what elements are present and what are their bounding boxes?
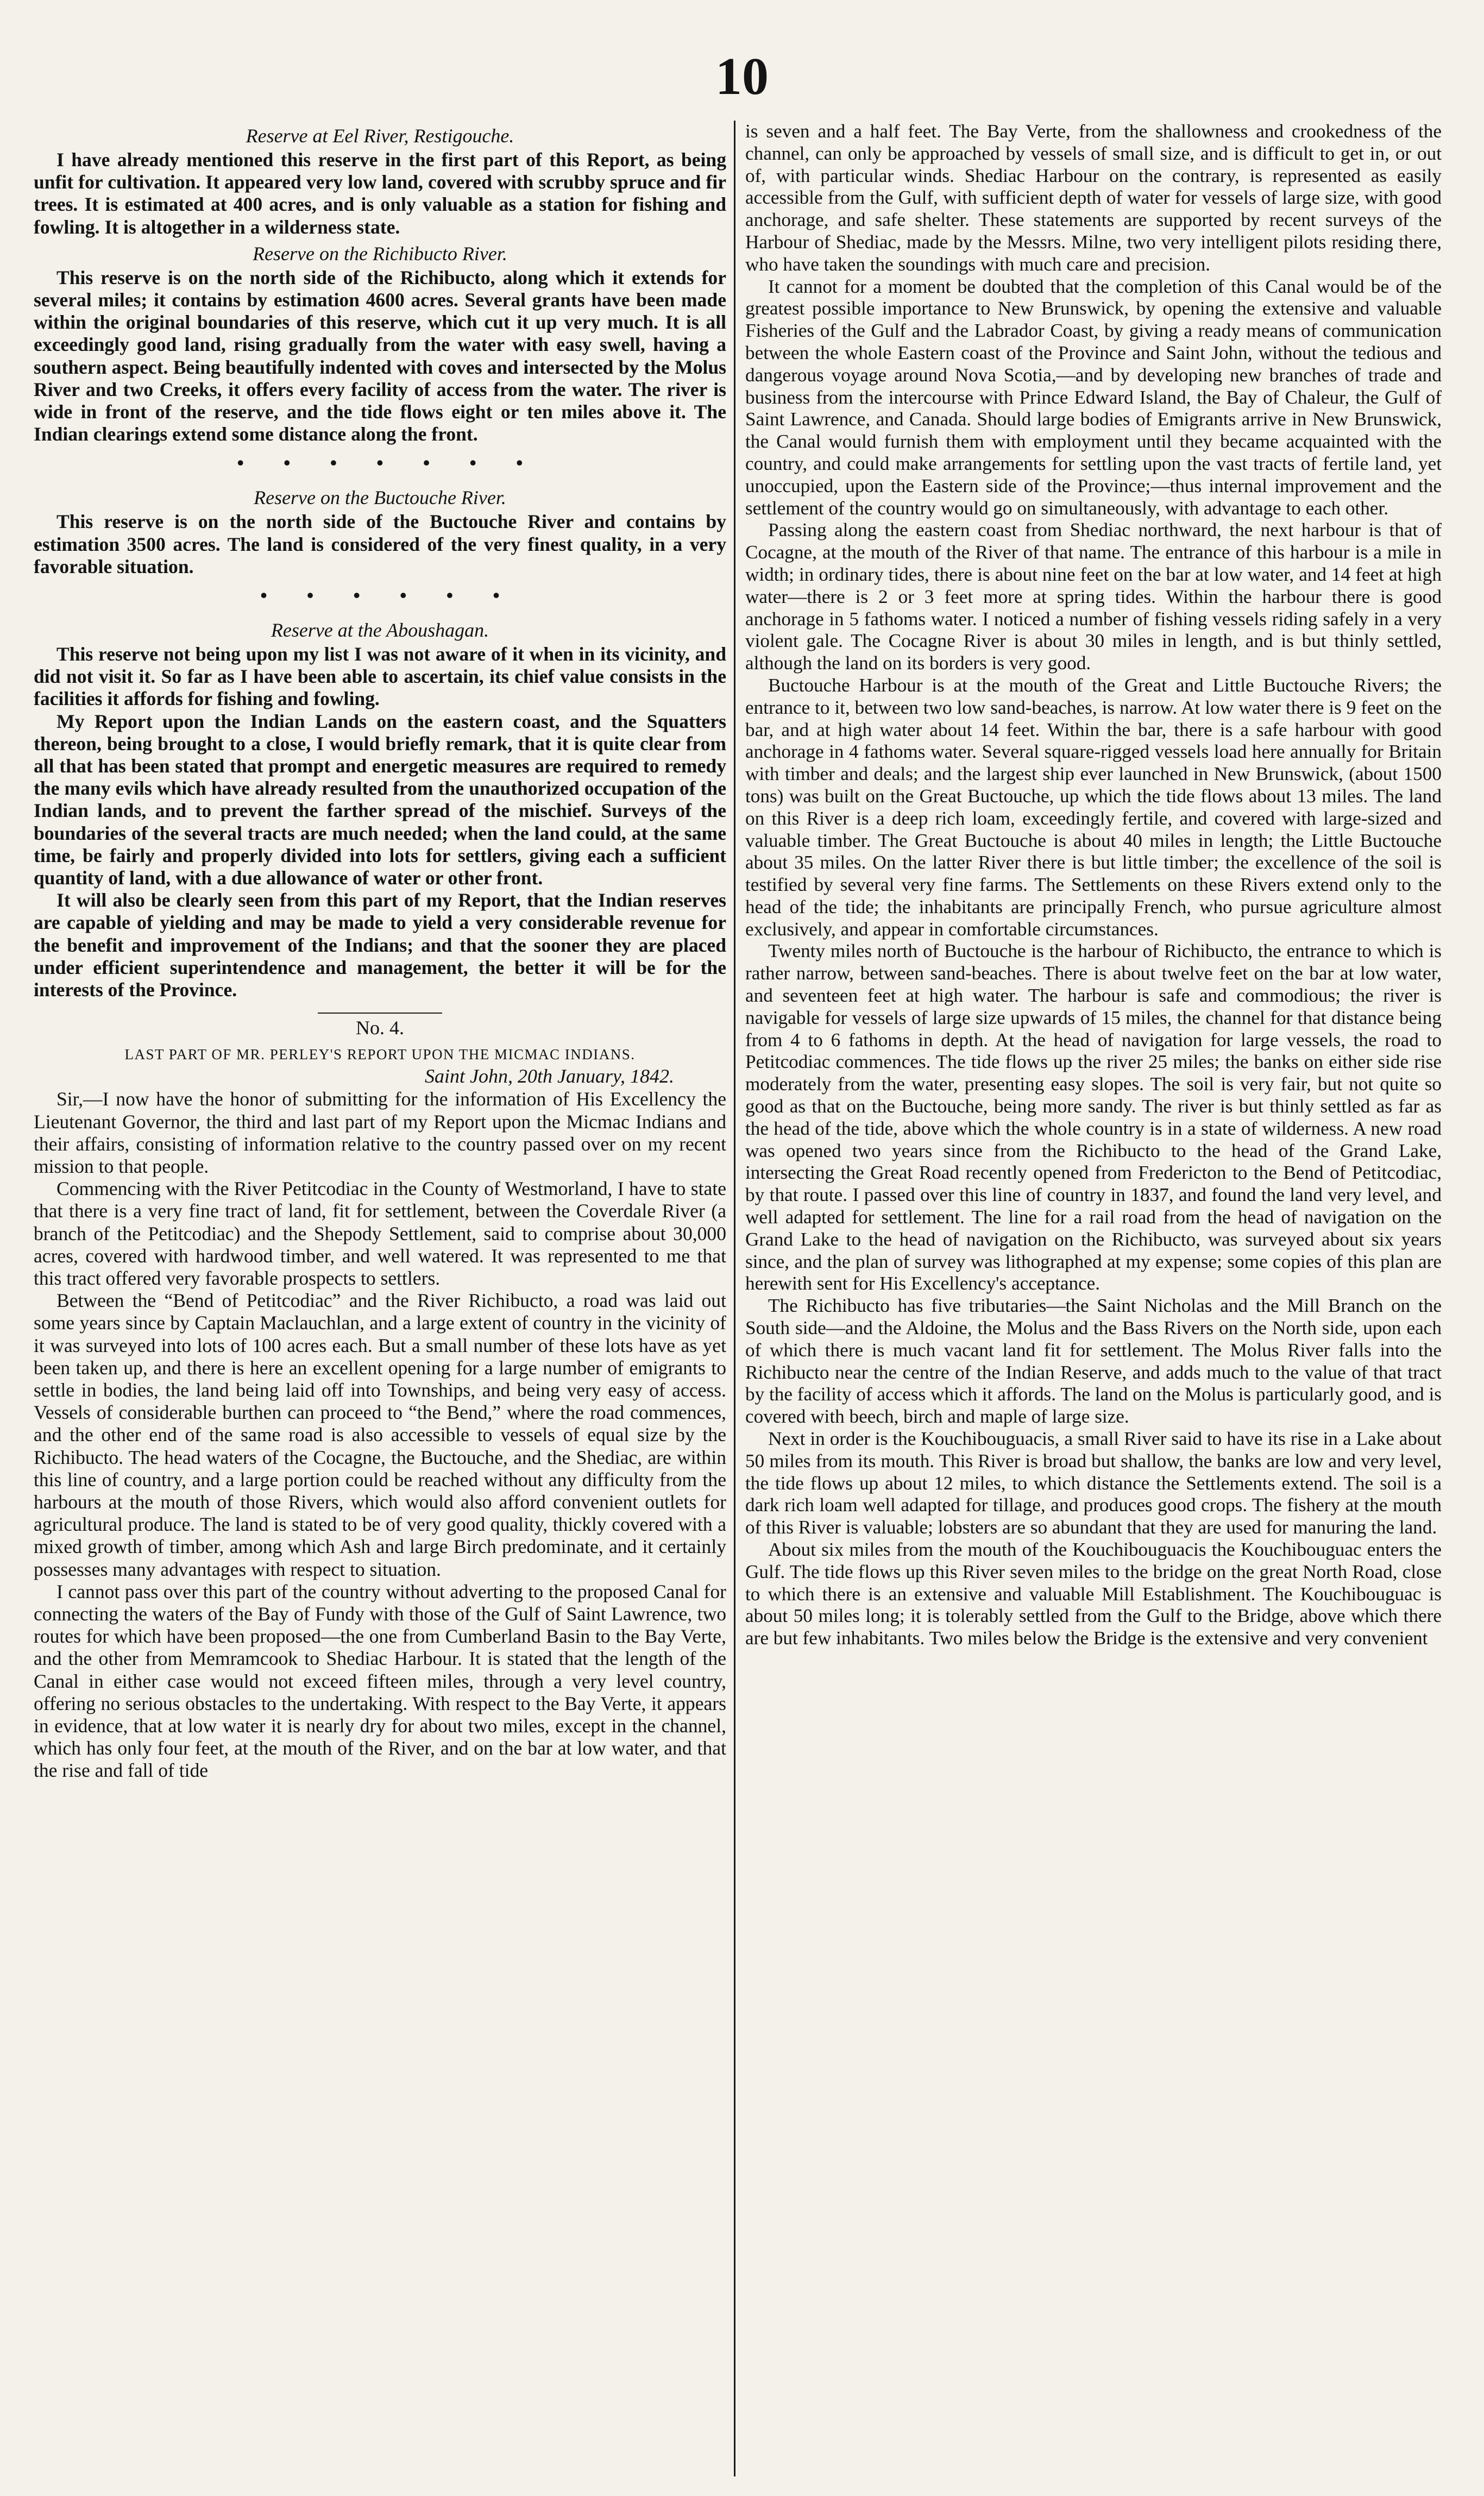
dateline: Saint John, 20th January, 1842. xyxy=(425,1065,674,1087)
section-heading-eel-river: Reserve at Eel River, Restigouche. xyxy=(246,125,514,147)
ornament-divider: • • • • • • xyxy=(260,584,500,607)
paragraph: Sir,—I now have the honor of submitting for the information of His Excellency the Lieutenant Governor, the third and last part of my Report upon the Micmac Indians and their affairs, consisting of information relative to the country passed over on my recent mission to that people. xyxy=(34,1088,726,1177)
paragraph: This reserve is on the north side of the Richibucto, along which it extends for several miles; it contains by estimation 4600 acres. Several grants have been made within the original boundaries of this reserve, which cut it up very much. It is all exceedingly good land, rising gradually from the water with easy swell, having a southern aspect. Being beautifully indented with coves and intersected by the Molus River and two Creeks, it offers every facility of access from the water. The river is wide in front of the reserve, and the tide flows eight or ten miles above it. The Indian clearings extend some distance along the front. xyxy=(34,266,726,445)
paragraph: Buctouche Harbour is at the mouth of the Great and Little Buctouche Rivers; the entrance to it, between two low sand-beaches, is narrow. At low water there is 9 feet on the bar, and at high water about 14 feet. Within the bar, there is a safe harbour with good anchorage in 4 fathoms water. Several square-rigged vessels load here annually for Britain with timber and deals; and the largest ship ever launched in New Brunswick, (about 1500 tons) was built on the Great Buctouche, up which the tide flows about 13 miles. The land on this River is a deep rich loam, exceedingly fertile, and covered with large-sized and valuable timber. The Great Buctouche is about 40 miles in length; the Little Buctouche about 35 miles. On the latter River there is but little timber; the excellence of the soil is testified by several very fine farms. The Settlements on these Rivers extend only to the head of the tide; the inhabitants are principally French, who pursue agriculture almost exclusively, and appear in comfortable circumstances. xyxy=(745,674,1442,940)
paragraph: It will also be clearly seen from this part of my Report, that the Indian reserves are capable of yielding and may be made to yield a very considerable revenue for the benefit and improvement of the Indians; and that the sooner they are placed under efficient superintendence and management, the better it will be for the interests of the Province. xyxy=(34,889,726,1001)
section-heading-aboushagan: Reserve at the Aboushagan. xyxy=(271,619,489,642)
section-heading-richibucto: Reserve on the Richibucto River. xyxy=(253,242,507,265)
document-number-heading xyxy=(34,1016,726,1039)
paragraph: I have already mentioned this reserve in the first part of this Report, as being unfit for cultivation. It appeared very low land, covered with scrubby spruce and fir trees. It is estimated at 400 acres, and is only valuable as a station for fishing and fowling. It is altogether in a wilderness state. xyxy=(34,149,726,238)
paragraph: Between the “Bend of Petitcodiac” and the River Richibucto, a road was laid out some years since by Captain Maclauchlan, and a large extent of country in the vicinity of it was surveyed into lots of 100 acres each. But a small number of these lots have as yet been taken up, and there is here an excellent opening for a large number of emigrants to settle in bodies, the land being laid off into Townships, and being very easy of access. Vessels of considerable burthen can proceed to “the Bend,” where the road commences, and the other end of the same road is also accessible to vessels of equal size by the Richibucto. The head waters of the Cocagne, the Buctouche, and the Shediac, are within this line of country, and a large portion could be reached without any difficulty from the harbours at the mouth of those Rivers, which would also afford convenient outlets for agricultural produce. The land is stated to be of very good quality, thickly covered with a mixed growth of timber, among which Ash and large Birch predominate, and it certainly possesses many advantages with respect to situation. xyxy=(34,1290,726,1580)
page-number: 10 xyxy=(715,47,769,106)
paragraph: is seven and a half feet. The Bay Verte, from the shallowness and crookedness of the channel, can only be approached by vessels of small size, and is difficult to get in, or out of, with particular winds. Shediac Harbour on the contrary, is represented as easily accessible from the Gulf, with sufficient depth of water for vessels of large size, with good anchorage, and safe shelter. These statements are supported by recent surveys of the Harbour of Shediac, made by the Messrs. Milne, two very intelligent pilots residing there, who have taken the soundings with much care and precision. xyxy=(745,121,1442,275)
paragraph: Passing along the eastern coast from Shediac northward, the next harbour is that of Cocagne, at the mouth of the River of that name. The entrance of this harbour is a mile in width; in ordinary tides, there is about nine feet on the bar at low water, and 14 feet at high water—there is 2 or 3 feet more at spring tides. Within the harbour there is good anchorage in 5 fathoms water. I noticed a number of fishing vessels riding safely in a very violent gale. The Cocagne River is about 30 miles in length, and is but thinly settled, although the land on its borders is very good. xyxy=(745,519,1442,674)
section-heading-buctouche: Reserve on the Buctouche River. xyxy=(254,487,506,509)
paragraph: My Report upon the Indian Lands on the eastern coast, and the Squatters thereon, being brought to a close, I would briefly remark, that it is quite clear from all that has been stated that prompt and energetic measures are required to remedy the many evils which have already resulted from the unauthorized occupation of the Indian lands, and to prevent the farther spread of the mischief. Surveys of the boundaries of the several tracts are much needed; when the land could, at the same time, be fairly and properly divided into lots for settlers, giving each a sufficient quantity of land, with a due allowance of water or other front. xyxy=(34,710,726,889)
paragraph: About six miles from the mouth of the Kouchibouguacis the Kouchibouguac enters the Gulf. The tide flows up this River seven miles to the bridge on the great North Road, close to which there is an extensive and valuable Mill Establishment. The Kouchibouguac is about 50 miles long; it is tolerably settled from the Gulf to the Bridge, above which there are but few inhabitants. Two miles below the Bridge is the extensive and very convenient xyxy=(745,1539,1442,1649)
paragraph: Commencing with the River Petitcodiac in the County of Westmorland, I have to state that there is a very fine tract of land, fit for settlement, between the Coverdale River (a branch of the Petitcodiac) and the Shepody Settlement, said to comprise about 30,000 acres, covered with hardwood timber, and well watered. It was represented to me that this tract offered very favorable prospects to settlers. xyxy=(34,1178,726,1289)
paragraph: I cannot pass over this part of the country without adverting to the proposed Canal for connecting the waters of the Bay of Fundy with those of the Gulf of Saint Lawrence, two routes for which have been proposed—the one from Cumberland Basin to the Bay Verte, and the other from Memramcook to Shediac Harbour. It is stated that the length of the Canal in either case would not exceed fifteen miles, through a very level country, offering no serious obstacles to the undertaking. With respect to the Bay Verte, it appears in evidence, that at low water it is nearly dry for about two miles, except in the channel, which has only four feet, at the mouth of the River, and on the bar at low water, and that the rise and fall of tide xyxy=(34,1580,726,1782)
paragraph: This reserve not being upon my list I was not aware of it when in its vicinity, and did not visit it. So far as I have been able to ascertain, its chief value consists in the facilities it affords for fishing and fowling. xyxy=(34,643,726,710)
paragraph: Twenty miles north of Buctouche is the harbour of Richibucto, the entrance to which is rather narrow, between sand-beaches. There is about twelve feet on the bar at low water, and seventeen feet at high water. The harbour is safe and commodious; the river is navigable for vessels of large size upwards of 15 miles, the channel for that distance being from 4 to 6 fathoms in depth. At the head of navigation for large vessels, the road to Petitcodiac commences. The tide flows up the river 25 miles; the banks on either side rise moderately from the water, presenting easy slopes. The soil is very fair, but not quite so good as that on the Buctouche, being more sandy. The river is but thinly settled as far as the head of the tide, above which the whole country is in a state of wilderness. A new road was opened two years since from the Richibucto to the head of the Grand Lake, intersecting the Great Road recently opened from Fredericton to the Bend of Petitcodiac, by that route. I passed over this line of country in 1837, and found the land very level, and well adapted for settlement. The line for a rail road from the head of navigation on the Grand Lake to the head of navigation on the Richibucto, was surveyed about six years since, and the plan of survey was lithographed at my expense; some copies of this plan are herewith sent for His Excellency's acceptance. xyxy=(745,940,1442,1294)
paragraph: Next in order is the Kouchibouguacis, a small River said to have its rise in a Lake about 50 miles from its mouth. This River is broad but shallow, the banks are low and very level, the tide flows up about 12 miles, to which distance the Settlements extend. The soil is a dark rich loam well adapted for tillage, and produces good crops. The fishery at the mouth of this River is valuable; lobsters are so abundant that they are used for manuring the land. xyxy=(745,1428,1442,1538)
paragraph: The Richibucto has five tributaries—the Saint Nicholas and the Mill Branch on the South side—and the Aldoine, the Molus and the Bass Rivers on the North side, upon each of which there is much vacant land fit for settlement. The Molus River falls into the Richibucto near the centre of the Indian Reserve, and adds much to the value of that tract by the facility of access which it affords. The land on the Molus is particularly good, and is covered with beech, birch and maple of large size. xyxy=(745,1295,1442,1428)
column-divider xyxy=(734,121,735,2476)
ornament-divider: • • • • • • • xyxy=(237,452,523,474)
left-column xyxy=(34,121,726,2476)
paragraph: It cannot for a moment be doubted that the completion of this Canal would be of the greatest possible importance to New Brunswick, by opening the extensive and valuable Fisheries of the Gulf and the Labrador Coast, by giving a ready means of communication between the whole Eastern coast of the Province and Saint John, without the tedious and dangerous voyage around Nova Scotia,—and by developing new branches of trade and business from the intercourse with Prince Edward Island, the Bay of Chaleur, the Gulf of Saint Lawrence, and Canada. Should large bodies of Emigrants arrive in New Brunswick, the Canal would furnish them with employment until they became acquainted with the country, and could make arrangements for settling upon the vast tracts of fertile land, yet unoccupied, upon the Eastern side of the Province;—thus internal improvement and the settlement of the country would go on simultaneously, with advantage to each other. xyxy=(745,275,1442,519)
right-column xyxy=(745,121,1442,2476)
document-number: No. 4. xyxy=(318,1013,442,1039)
report-title: LAST PART OF MR. PERLEY'S REPORT UPON THE MICMAC INDIANS. xyxy=(124,1046,636,1063)
paragraph: This reserve is on the north side of the Buctouche River and contains by estimation 3500 acres. The land is considered of the very finest quality, in a very favorable situation. xyxy=(34,511,726,577)
